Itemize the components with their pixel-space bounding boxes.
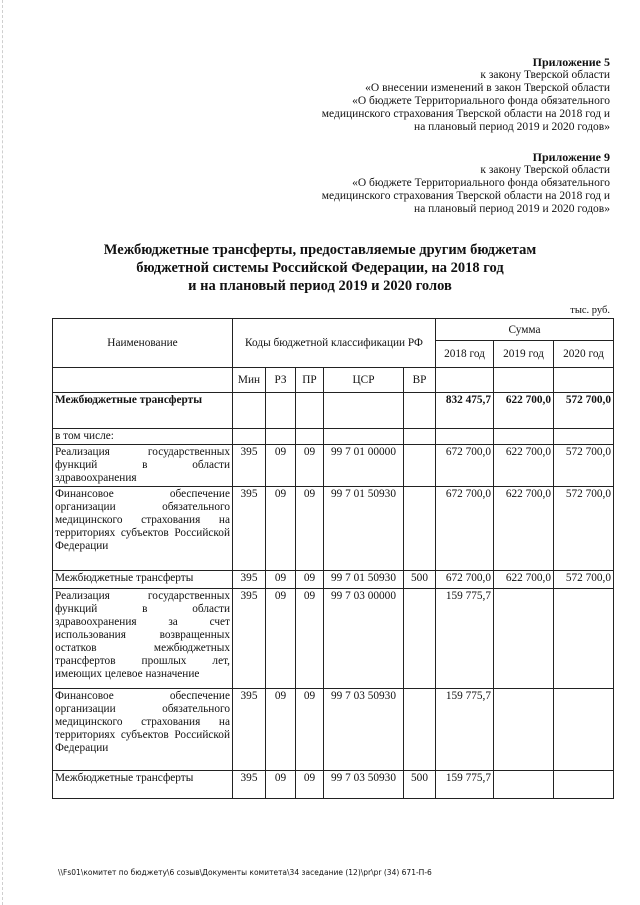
cell-min: [233, 429, 266, 445]
header-codes: Коды бюджетной классификации РФ: [233, 319, 436, 368]
appendix-9-line: медицинского страхования Тверской области на 2018 год и: [321, 190, 610, 202]
cell-y2019: [494, 771, 554, 799]
cell-rz: 09: [266, 571, 296, 589]
cell-name: Межбюджетные трансферты: [53, 393, 233, 429]
cell-vr: [404, 429, 436, 445]
appendix-9-line: на плановый период 2019 и 2020 годов»: [414, 203, 610, 215]
cell-y2019: [494, 689, 554, 771]
header-blank: [436, 368, 494, 393]
table-row: [53, 589, 614, 689]
cell-y2020: [554, 589, 614, 689]
cell-vr: 500: [404, 771, 436, 799]
cell-y2018: 832 475,7: [436, 393, 494, 429]
table-row: [53, 689, 614, 771]
appendix-9-line: к закону Тверской области: [480, 164, 610, 176]
cell-rz: 09: [266, 689, 296, 771]
cell-name: Реализация государственных функций в области здравоохранения за счет использования возвращенных остатков межбюджетных трансфертов прошлых лет, имеющих целевое назначение: [53, 589, 233, 689]
header-code-col: ПР: [296, 368, 324, 393]
cell-name: Межбюджетные трансферты: [53, 571, 233, 589]
header-code-col: Мин: [233, 368, 266, 393]
cell-y2018: 672 700,0: [436, 445, 494, 487]
cell-y2018: 159 775,7: [436, 589, 494, 689]
table-row: [53, 429, 614, 445]
cell-pr: 09: [296, 571, 324, 589]
cell-csr: 99 7 01 50930: [324, 487, 404, 571]
appendix-9-title: Приложение 9: [532, 150, 610, 164]
cell-y2019: 622 700,0: [494, 393, 554, 429]
cell-pr: 09: [296, 689, 324, 771]
header-code-col: ВР: [404, 368, 436, 393]
cell-min: 395: [233, 689, 266, 771]
cell-y2019: [494, 589, 554, 689]
appendix-5-title: Приложение 5: [532, 55, 610, 69]
cell-y2018: [436, 429, 494, 445]
appendix-5-line: на плановый период 2019 и 2020 годов»: [414, 121, 610, 133]
cell-name: Межбюджетные трансферты: [53, 771, 233, 799]
cell-vr: [404, 589, 436, 689]
cell-min: 395: [233, 445, 266, 487]
title-line: бюджетной системы Российской Федерации, на 2018 год: [136, 260, 504, 276]
cell-rz: 09: [266, 487, 296, 571]
table-row: [53, 445, 614, 487]
cell-csr: 99 7 03 50930: [324, 689, 404, 771]
unit-label: тыс. руб.: [570, 305, 610, 316]
cell-name: Реализация государственных функций в области здравоохранения: [53, 445, 233, 487]
header-blank: [494, 368, 554, 393]
appendix-9-line: «О бюджете Территориального фонда обязательного: [352, 177, 610, 189]
cell-csr: 99 7 03 00000: [324, 589, 404, 689]
cell-csr: 99 7 03 50930: [324, 771, 404, 799]
cell-rz: 09: [266, 445, 296, 487]
cell-pr: [296, 429, 324, 445]
cell-y2020: [554, 689, 614, 771]
cell-y2020: 572 700,0: [554, 487, 614, 571]
header-code-col: РЗ: [266, 368, 296, 393]
document-title: [0, 241, 640, 295]
cell-csr: 99 7 01 00000: [324, 445, 404, 487]
cell-y2018: 672 700,0: [436, 571, 494, 589]
title-line: Межбюджетные трансферты, предоставляемые другим бюджетам: [103, 242, 537, 258]
cell-y2019: 622 700,0: [494, 487, 554, 571]
cell-min: 395: [233, 571, 266, 589]
cell-rz: 09: [266, 771, 296, 799]
cell-y2018: 159 775,7: [436, 689, 494, 771]
cell-csr: [324, 429, 404, 445]
cell-vr: 500: [404, 571, 436, 589]
cell-name: в том числе:: [53, 429, 233, 445]
cell-min: 395: [233, 771, 266, 799]
cell-y2019: [494, 429, 554, 445]
cell-y2019: 622 700,0: [494, 445, 554, 487]
cell-y2020: [554, 429, 614, 445]
cell-y2020: 572 700,0: [554, 571, 614, 589]
appendix-5-line: медицинского страхования Тверской области на 2018 год и: [321, 108, 610, 120]
cell-y2019: 622 700,0: [494, 571, 554, 589]
cell-pr: [296, 393, 324, 429]
header-year: 2019 год: [494, 341, 554, 368]
cell-vr: [404, 393, 436, 429]
cell-pr: 09: [296, 487, 324, 571]
cell-min: 395: [233, 589, 266, 689]
cell-pr: 09: [296, 589, 324, 689]
cell-rz: [266, 393, 296, 429]
cell-vr: [404, 487, 436, 571]
header-code-col: ЦСР: [324, 368, 404, 393]
cell-min: [233, 393, 266, 429]
cell-pr: 09: [296, 445, 324, 487]
appendix-9-block: [322, 151, 610, 216]
appendix-5-block: [322, 56, 610, 134]
cell-rz: [266, 429, 296, 445]
table-row: [53, 771, 614, 799]
cell-y2018: 672 700,0: [436, 487, 494, 571]
header-year: 2020 год: [554, 341, 614, 368]
table-row: [53, 487, 614, 571]
appendix-5-line: «О бюджете Территориального фонда обязательного: [352, 95, 610, 107]
cell-csr: 99 7 01 50930: [324, 571, 404, 589]
header-sum: Сумма: [436, 319, 614, 341]
header-blank: [53, 368, 233, 393]
cell-rz: 09: [266, 589, 296, 689]
cell-y2020: 572 700,0: [554, 445, 614, 487]
appendix-5-line: к закону Тверской области: [480, 69, 610, 81]
scan-edge: [2, 0, 4, 905]
table-row: [53, 393, 614, 429]
cell-name: Финансовое обеспечение организации обязательного медицинского страхования на территориях субъектов Российской Федерации: [53, 689, 233, 771]
cell-vr: [404, 445, 436, 487]
header-name: Наименование: [53, 319, 233, 368]
file-path-footer: \\Fs01\комитет по бюджету\6 созыв\Документы комитета\34 заседание (12)\рr\рr (34) 671-П-6: [58, 868, 432, 877]
cell-y2020: [554, 771, 614, 799]
cell-y2018: 159 775,7: [436, 771, 494, 799]
header-year: 2018 год: [436, 341, 494, 368]
cell-pr: 09: [296, 771, 324, 799]
title-line: и на плановый период 2019 и 2020 голов: [188, 278, 452, 294]
cell-min: 395: [233, 487, 266, 571]
cell-y2020: 572 700,0: [554, 393, 614, 429]
cell-csr: [324, 393, 404, 429]
table-row: [53, 571, 614, 589]
appendix-5-line: «О внесении изменений в закон Тверской области: [365, 82, 610, 94]
cell-vr: [404, 689, 436, 771]
transfers-table: [52, 318, 614, 799]
cell-name: Финансовое обеспечение организации обязательного медицинского страхования на территориях субъектов Российской Федерации: [53, 487, 233, 571]
header-blank: [554, 368, 614, 393]
